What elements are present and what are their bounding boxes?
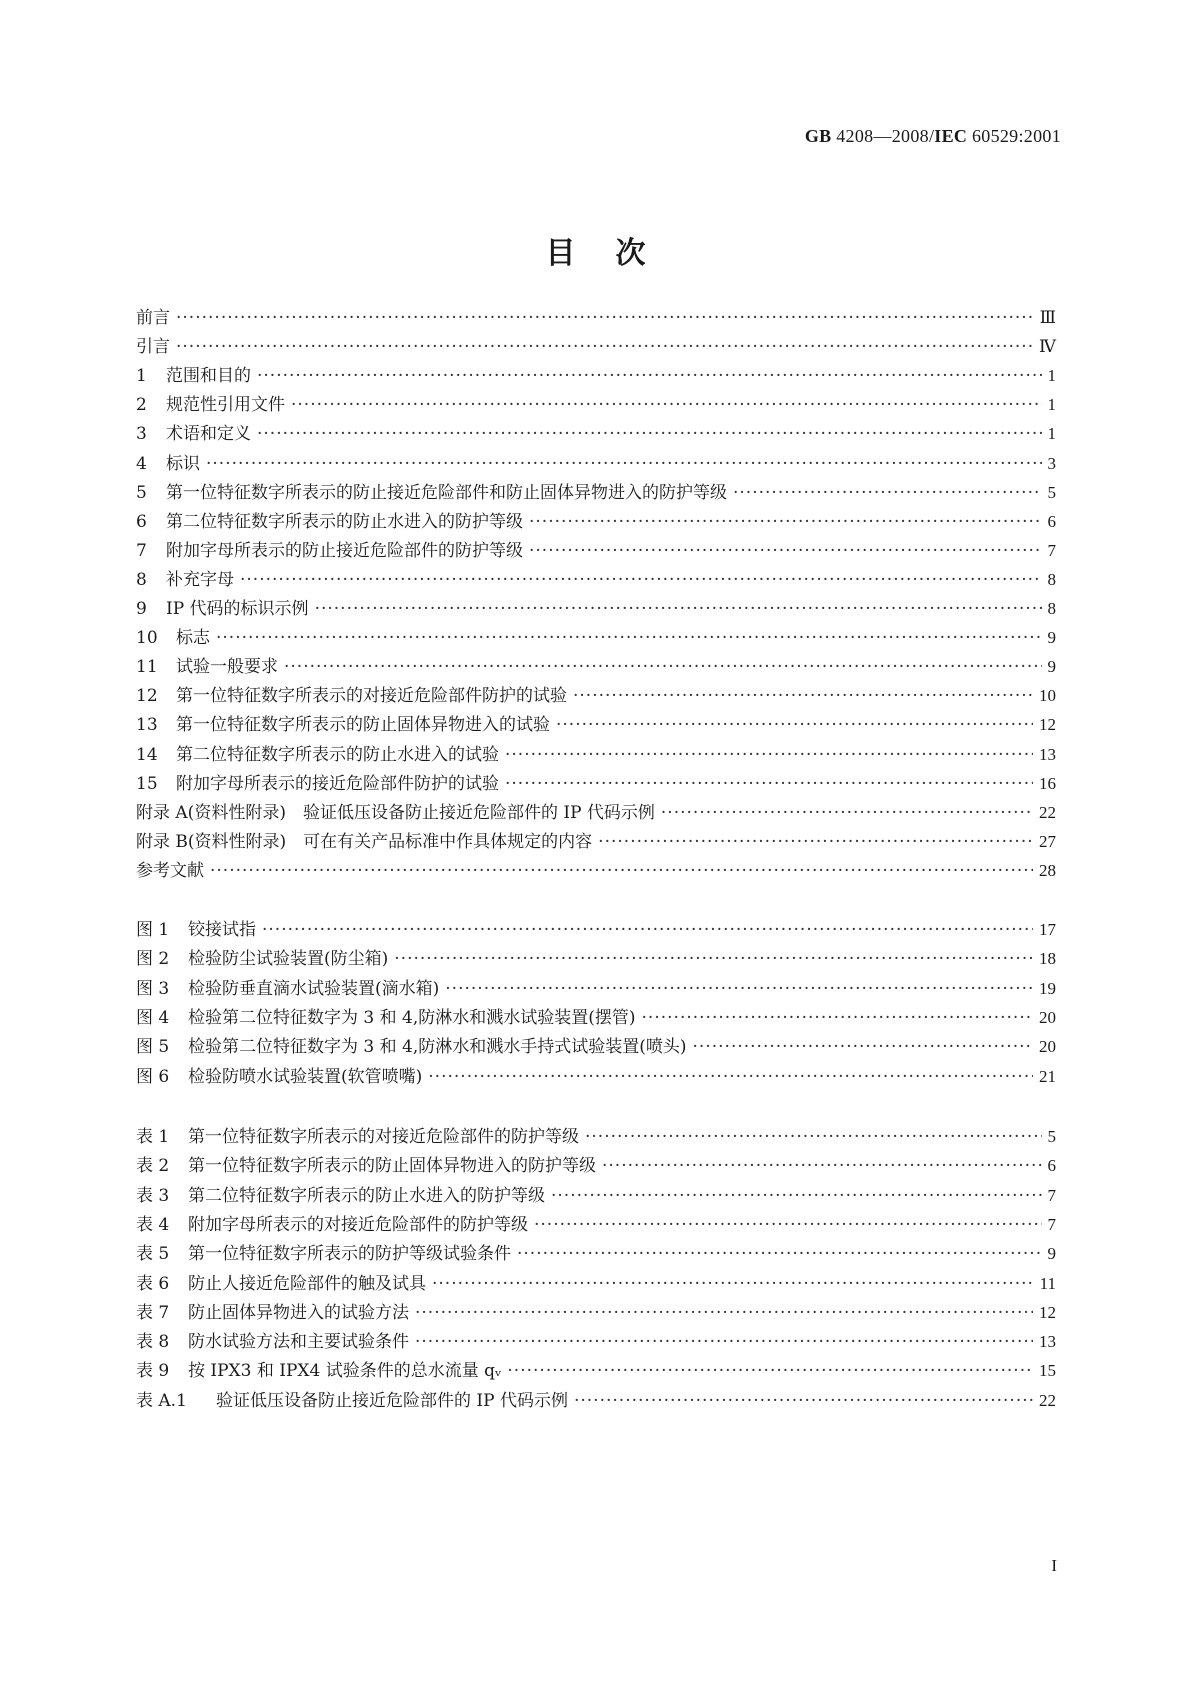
toc-entry-title: 附录 A(资料性附录) 验证低压设备防止接近危险部件的 IP 代码示例	[136, 802, 655, 823]
toc-entry[interactable]	[136, 684, 1056, 708]
toc-entry-page: 20	[1039, 1007, 1056, 1027]
toc-figure-entry[interactable]	[136, 1065, 1056, 1089]
page-number: I	[1051, 1556, 1057, 1575]
toc-entry-number: 9	[136, 599, 147, 619]
toc-leader-dots	[210, 859, 1033, 883]
toc-figure-entry[interactable]	[136, 1035, 1056, 1059]
toc-entry-number: 8	[136, 569, 147, 590]
toc-entry-page: 10	[1039, 686, 1056, 706]
toc-entry-title: 规范性引用文件	[166, 395, 285, 416]
toc-entry-number: 表 6	[136, 1273, 170, 1294]
toc-entry-page: 5	[1047, 482, 1056, 502]
toc-figure-entry[interactable]	[136, 1006, 1056, 1030]
toc-leader-dots	[661, 801, 1033, 825]
toc-leader-dots	[574, 1389, 1033, 1413]
toc-entry-page: 13	[1039, 744, 1056, 764]
toc-entry[interactable]	[136, 859, 1056, 883]
toc-entry-page: 5	[1047, 1127, 1056, 1146]
toc-entry-title: 第一位特征数字所表示的防护等级试验条件	[188, 1244, 511, 1265]
standard-number-iec: 60529:2001	[967, 126, 1061, 146]
standard-number	[805, 126, 1061, 147]
toc-entry-page: 13	[1039, 1332, 1056, 1352]
toc-entry-title: 验证低压设备防止接近危险部件的 IP 代码示例	[216, 1390, 568, 1411]
toc-entry-title: 检验防喷水试验装置(软管喷嘴)	[188, 1066, 423, 1087]
toc-entry-number: 表 2	[136, 1156, 170, 1177]
toc-table-entry[interactable]	[136, 1301, 1056, 1325]
toc-leader-dots	[394, 947, 1033, 971]
toc-leader-dots	[206, 452, 1042, 476]
toc-entry-page: 28	[1039, 860, 1056, 880]
toc-table-entry[interactable]	[136, 1213, 1056, 1237]
toc-entry-title: 术语和定义	[166, 424, 251, 445]
toc-entry-page: 7	[1047, 540, 1056, 560]
toc-entry-title: 防止固体异物进入的试验方法	[188, 1302, 409, 1323]
toc-entry[interactable]	[136, 393, 1056, 417]
toc-entry-page: 7	[1047, 1185, 1056, 1205]
toc-entry-number: 表 9	[136, 1361, 170, 1382]
toc-entry-page: 9	[1047, 1244, 1056, 1264]
toc-entry-page: 6	[1047, 511, 1056, 531]
toc-entry-page: 16	[1039, 773, 1056, 793]
toc-entry-number: 图 4	[136, 1007, 170, 1028]
toc-leader-dots	[534, 1213, 1042, 1237]
toc-entry-page: Ⅳ	[1039, 337, 1056, 357]
toc-entry[interactable]	[136, 830, 1056, 854]
toc-entry-page: 9	[1047, 628, 1056, 648]
toc-entry[interactable]	[136, 655, 1056, 679]
standard-number-gb: 4208—2008/	[831, 126, 935, 146]
toc-entry-number: 11	[136, 657, 158, 678]
toc-leader-dots	[529, 510, 1042, 534]
toc-entry-page: 22	[1039, 802, 1056, 822]
toc-entry-number: 表 7	[136, 1302, 170, 1323]
toc-entry-page: 6	[1047, 1156, 1056, 1176]
toc-leader-dots	[291, 393, 1042, 417]
toc-entry[interactable]	[136, 539, 1056, 563]
toc-entry-title: 标志	[176, 628, 210, 649]
toc-entry-page: 9	[1047, 657, 1056, 677]
toc-entry-title: 检验第二位特征数字为 3 和 4,防淋水和溅水试验装置(摆管)	[188, 1007, 636, 1028]
toc-entry[interactable]	[136, 452, 1056, 476]
toc-entry[interactable]	[136, 801, 1056, 825]
toc-entry-title: 第一位特征数字所表示的对接近危险部件的防护等级	[188, 1127, 579, 1147]
toc-leader-dots	[445, 977, 1033, 1001]
toc-leader-dots	[505, 743, 1033, 767]
toc-figure-entry[interactable]	[136, 977, 1056, 1001]
toc-leader-dots	[176, 306, 1034, 330]
toc-entry-number: 13	[136, 715, 158, 736]
toc-entry-title: 参考文献	[136, 860, 204, 881]
toc-entry-page: 19	[1039, 978, 1056, 998]
toc-entry[interactable]	[136, 626, 1056, 650]
toc-entry-title: 第一位特征数字所表示的防止固体异物进入的试验	[176, 715, 550, 736]
toc-entry-title: 标识	[166, 453, 200, 474]
toc-entry-title: 防水试验方法和主要试验条件	[188, 1332, 409, 1353]
toc-entry-number: 表 8	[136, 1332, 170, 1353]
toc-leader-dots	[262, 918, 1033, 942]
toc-entry-number: 图 3	[136, 978, 170, 999]
toc-leader-dots	[517, 1242, 1042, 1266]
toc-entry-number: 表 5	[136, 1244, 170, 1265]
toc-entry-page: 1	[1047, 424, 1056, 444]
toc-table-entry[interactable]	[136, 1359, 1056, 1383]
toc-entry-number: 4	[136, 453, 147, 474]
toc-leader-dots	[432, 1272, 1034, 1296]
toc-entry-number: 图 1	[136, 920, 170, 940]
toc-leader-dots	[585, 1125, 1042, 1149]
toc-table-entry[interactable]	[136, 1154, 1056, 1178]
toc-entry-title: 按 IPX3 和 IPX4 试验条件的总水流量 qᵥ	[188, 1361, 502, 1382]
standard-prefix-iec: IEC	[934, 126, 968, 146]
toc-entry-number: 14	[136, 744, 158, 765]
toc-entry-title: 附加字母所表示的防止接近危险部件的防护等级	[166, 540, 523, 561]
toc-table-entry[interactable]	[136, 1125, 1056, 1149]
toc-entry-title: 第一位特征数字所表示的对接近危险部件防护的试验	[176, 686, 567, 707]
toc-entry-title: 前言	[136, 308, 170, 328]
toc-leader-dots	[573, 684, 1033, 708]
toc-entry-number: 表 4	[136, 1214, 170, 1235]
toc-table-entry[interactable]	[136, 1272, 1056, 1296]
toc-entry-title: 附加字母所表示的接近危险部件防护的试验	[176, 773, 499, 794]
toc-entry-page: 18	[1039, 949, 1056, 969]
toc-leader-dots	[733, 481, 1042, 505]
toc-entry-title: 试验一般要求	[176, 657, 278, 678]
toc-leader-dots	[529, 539, 1042, 563]
toc-leader-dots	[216, 626, 1042, 650]
toc-leader-dots	[642, 1006, 1033, 1030]
standard-prefix-gb: GB	[804, 126, 832, 146]
toc-entry-title: 第二位特征数字所表示的防止水进入的试验	[176, 744, 499, 765]
toc-entry-title: 补充字母	[166, 569, 234, 590]
toc-entry-page: 11	[1039, 1273, 1056, 1293]
toc-entry-number: 表 1	[136, 1127, 170, 1147]
toc-entry-title: 检验防尘试验装置(防尘箱)	[188, 949, 389, 970]
toc-entry-title: 范围和目的	[166, 366, 251, 387]
toc-entry-page: 22	[1039, 1390, 1056, 1410]
toc-entry[interactable]	[136, 422, 1056, 446]
toc-entry-number: 表 A.1	[136, 1390, 187, 1411]
toc-entry-page: 1	[1047, 366, 1056, 386]
toc-entry-number: 1	[136, 366, 147, 387]
toc-entry-number: 3	[136, 424, 147, 445]
toc-leader-dots	[257, 422, 1042, 446]
toc-entry-title: 第二位特征数字所表示的防止水进入的防护等级	[166, 511, 523, 532]
toc-entry-page: 17	[1039, 920, 1056, 939]
toc-entry-page: 3	[1047, 453, 1056, 473]
toc-entry-page: 1	[1047, 395, 1056, 415]
toc-entry-title: 检验防垂直滴水试验装置(滴水箱)	[188, 978, 440, 999]
page-title: 目次	[545, 236, 686, 271]
toc-entry-number: 10	[136, 628, 158, 649]
toc-leader-dots	[176, 335, 1033, 359]
toc-entry-title: 第二位特征数字所表示的防止水进入的防护等级	[188, 1185, 545, 1206]
toc-entry-title: 防止人接近危险部件的触及试具	[188, 1273, 426, 1294]
toc-entry-title: 第一位特征数字所表示的防止接近危险部件和防止固体异物进入的防护等级	[166, 482, 727, 503]
toc-entry-page: 8	[1047, 569, 1056, 589]
toc-leader-dots	[415, 1330, 1033, 1354]
toc-entry-number: 15	[136, 773, 158, 794]
toc-figure-entry[interactable]	[136, 947, 1056, 971]
toc-leader-dots	[505, 772, 1033, 796]
toc-entry-number: 6	[136, 511, 147, 532]
toc-entry-page: Ⅲ	[1039, 308, 1056, 327]
toc-leader-dots	[551, 1184, 1042, 1208]
toc-figure-entry[interactable]	[136, 918, 1056, 942]
toc-leader-dots	[315, 597, 1042, 621]
toc-entry-title: 引言	[136, 337, 170, 358]
toc-entry-title: 附录 B(资料性附录) 可在有关产品标准中作具体规定的内容	[136, 831, 593, 852]
toc-table-entry[interactable]	[136, 1184, 1056, 1208]
toc-entry-title: 铰接试指	[188, 920, 256, 940]
toc-entry-title: 第一位特征数字所表示的防止固体异物进入的防护等级	[188, 1156, 596, 1177]
toc-leader-dots	[257, 364, 1042, 388]
toc-entry-page: 21	[1039, 1066, 1056, 1086]
toc-entry[interactable]	[136, 510, 1056, 534]
toc-entry-title: 检验第二位特征数字为 3 和 4,防淋水和溅水手持式试验装置(喷头)	[188, 1037, 687, 1058]
toc-entry-page: 15	[1039, 1361, 1056, 1381]
toc-entry[interactable]	[136, 481, 1056, 505]
toc-entry-number: 图 6	[136, 1066, 170, 1087]
toc-entry-title: IP 代码的标识示例	[166, 599, 309, 619]
toc-entry-number: 图 5	[136, 1037, 170, 1058]
toc-entry-page: 12	[1039, 1302, 1056, 1322]
toc-entry[interactable]	[136, 364, 1056, 388]
toc-table-entry[interactable]	[136, 1242, 1056, 1266]
toc-leader-dots	[598, 830, 1033, 854]
toc-leader-dots	[602, 1154, 1042, 1178]
toc-entry-number: 图 2	[136, 949, 170, 970]
toc-entry-number: 表 3	[136, 1185, 170, 1206]
toc-entry-number: 12	[136, 686, 158, 707]
toc-table-entry[interactable]	[136, 1330, 1056, 1354]
toc-entry[interactable]	[136, 568, 1056, 592]
toc-entry-number: 5	[136, 482, 147, 503]
toc-entry[interactable]	[136, 713, 1056, 737]
toc-entry-page: 27	[1039, 831, 1056, 851]
toc-entry-number: 2	[136, 395, 147, 416]
toc-entry[interactable]	[136, 335, 1056, 359]
toc-entry-number: 7	[136, 540, 147, 561]
toc-entry-title: 附加字母所表示的对接近危险部件的防护等级	[188, 1214, 528, 1235]
toc-table-entry[interactable]	[136, 1389, 1056, 1413]
toc-entry-page: 12	[1039, 715, 1056, 735]
toc-leader-dots	[556, 713, 1033, 737]
toc-entry[interactable]	[136, 743, 1056, 767]
toc-leader-dots	[415, 1301, 1033, 1325]
toc-leader-dots	[507, 1359, 1033, 1383]
toc-leader-dots	[428, 1065, 1033, 1089]
toc-entry-page: 8	[1047, 599, 1056, 618]
toc-entry[interactable]	[136, 772, 1056, 796]
toc-leader-dots	[240, 568, 1042, 592]
toc-entry[interactable]	[136, 306, 1056, 330]
toc-leader-dots	[693, 1035, 1033, 1059]
toc-entry[interactable]	[136, 597, 1056, 621]
toc-entry-page: 20	[1039, 1037, 1056, 1057]
toc-leader-dots	[284, 655, 1042, 679]
toc-entry-page: 7	[1047, 1214, 1056, 1234]
